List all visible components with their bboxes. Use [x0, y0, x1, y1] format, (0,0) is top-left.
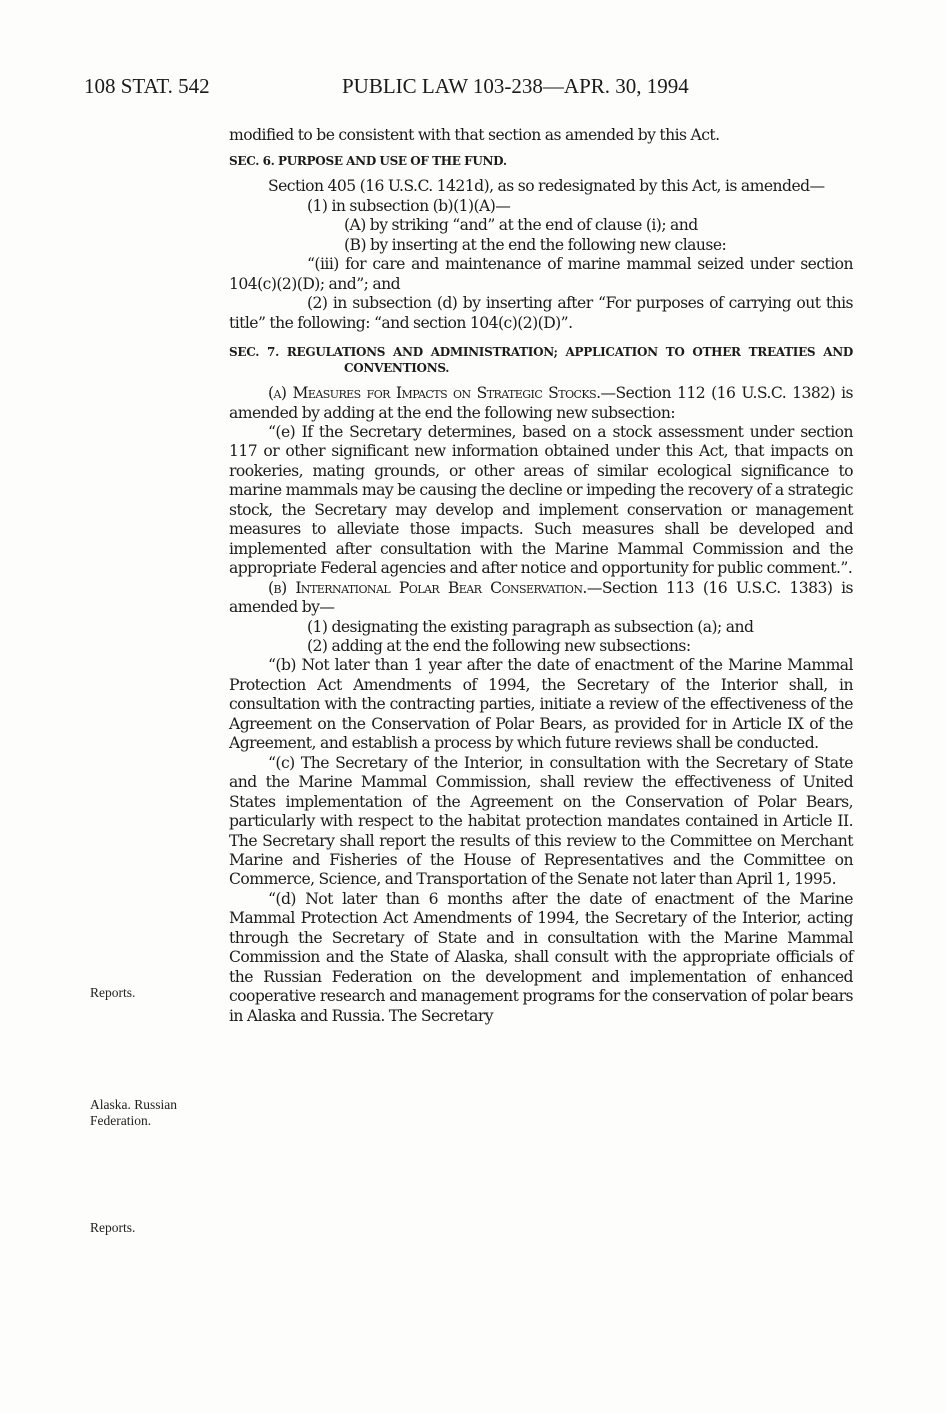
section-7b-para-2: (2) adding at the end the following new subsections: — [307, 636, 691, 655]
margin-note-reports: Reports. — [90, 985, 136, 1000]
section-6-intro: Section 405 (16 U.S.C. 1421d), as so redesignated by this Act, is amended— — [268, 177, 825, 196]
continued-paragraph: modified to be consistent with that section as amended by this Act. — [229, 126, 720, 144]
section-7a-text: —Section 112 (16 U.S.C. 1382) is amended by adding at the end the following new subsection: — [229, 384, 853, 422]
section-7b-subsection-b: “(b) Not later than 1 year after the date of enactment of the Marine Mammal Protection Act Amendments of 1994, the Secretary of the Interior shall, in consultation with the contracting parties, initiate a review of the effectiveness of the Agreement on the Conservation of Polar Bears, as provided for in Article IX of the Agreement, and establish a process by which future reviews shall be conducted. — [229, 656, 853, 753]
section-6-para-1: (1) in subsection (b)(1)(A)— — [307, 196, 511, 215]
section-7b-subsection-c: “(c) The Secretary of the Interior, in consultation with the Secretary of State and the Marine Mammal Commission, shall review the effectiveness of United States implementation of the Agreement on the Conservation of Polar Bears, particularly with respect to the habitat protection mandates contained in Article II. The Secretary shall report the results of this review to the Committee on Merchant Marine and Fisheries of the House of Representatives and the Committee on Commerce, Science, and Transportation of the Senate not later than April 1, 1995. — [229, 753, 853, 889]
section-7a-label: (a) Measures for Impacts on Strategic Stocks. — [268, 384, 601, 403]
law-title: PUBLIC LAW 103-238—APR. 30, 1994 — [342, 74, 689, 98]
section-7b — [229, 579, 853, 618]
section-6-subpara-a: (A) by striking “and” at the end of clause (i); and — [344, 216, 698, 235]
page-reference: 108 STAT. 542 — [84, 74, 210, 98]
margin-note-alaska-russia: Alaska. Russian Federation. — [90, 1097, 177, 1128]
section-7b-subsection-d: “(d) Not later than 6 months after the date of enactment of the Marine Mammal Protection Act Amendments of 1994, the Secretary of the Interior, acting through the Secretary of State and in consultation with the Marine Mammal Commission and the State of Alaska, shall consult with the appropriate officials of the Russian Federation on the development and implementation of enhanced cooperative research and management programs for the conservation of polar bears in Alaska and Russia. The Secretary — [229, 889, 853, 1025]
section-6-para-2: (2) in subsection (d) by inserting after “For purposes of carrying out this title” the following: “and section 104(c)(2)(D)”. — [229, 294, 853, 332]
margin-note-reports-2: Reports. — [90, 1220, 136, 1235]
document-body — [229, 126, 853, 1026]
section-7-heading: SEC. 7. REGULATIONS AND ADMINISTRATION; APPLICATION TO OTHER TREATIES AND CONVENTIONS. — [229, 345, 853, 376]
section-7a-quote: “(e) If the Secretary determines, based on a stock assessment under section 117 or other significant new information obtained under this Act, that impacts on rookeries, mating grounds, or other areas of similar ecological significance to marine mammals may be causing the decline or impeding the recovery of a strategic stock, the Secretary may develop and implement conservation or management measures to alleviate those impacts. Such measures shall be developed and implemented after consultation with the Marine Mammal Commission and the appropriate Federal agencies and after notice and opportunity for public comment.”. — [229, 422, 853, 578]
section-7b-para-1: (1) designating the existing paragraph as subsection (a); and — [307, 617, 754, 636]
section-6-subpara-b: (B) by inserting at the end the following new clause: — [344, 235, 727, 254]
running-header — [84, 74, 744, 104]
section-6-heading: SEC. 6. PURPOSE AND USE OF THE FUND. — [229, 154, 507, 169]
section-6-clause-iii: “(iii) for care and maintenance of marine mammal seized under section 104(c)(2)(D); and”; and — [229, 255, 853, 293]
section-7a — [229, 384, 853, 423]
section-7b-text: —Section 113 (16 U.S.C. 1383) is amended by— — [229, 578, 854, 617]
section-7b-label: (b) International Polar Bear Conservation. — [268, 578, 587, 597]
